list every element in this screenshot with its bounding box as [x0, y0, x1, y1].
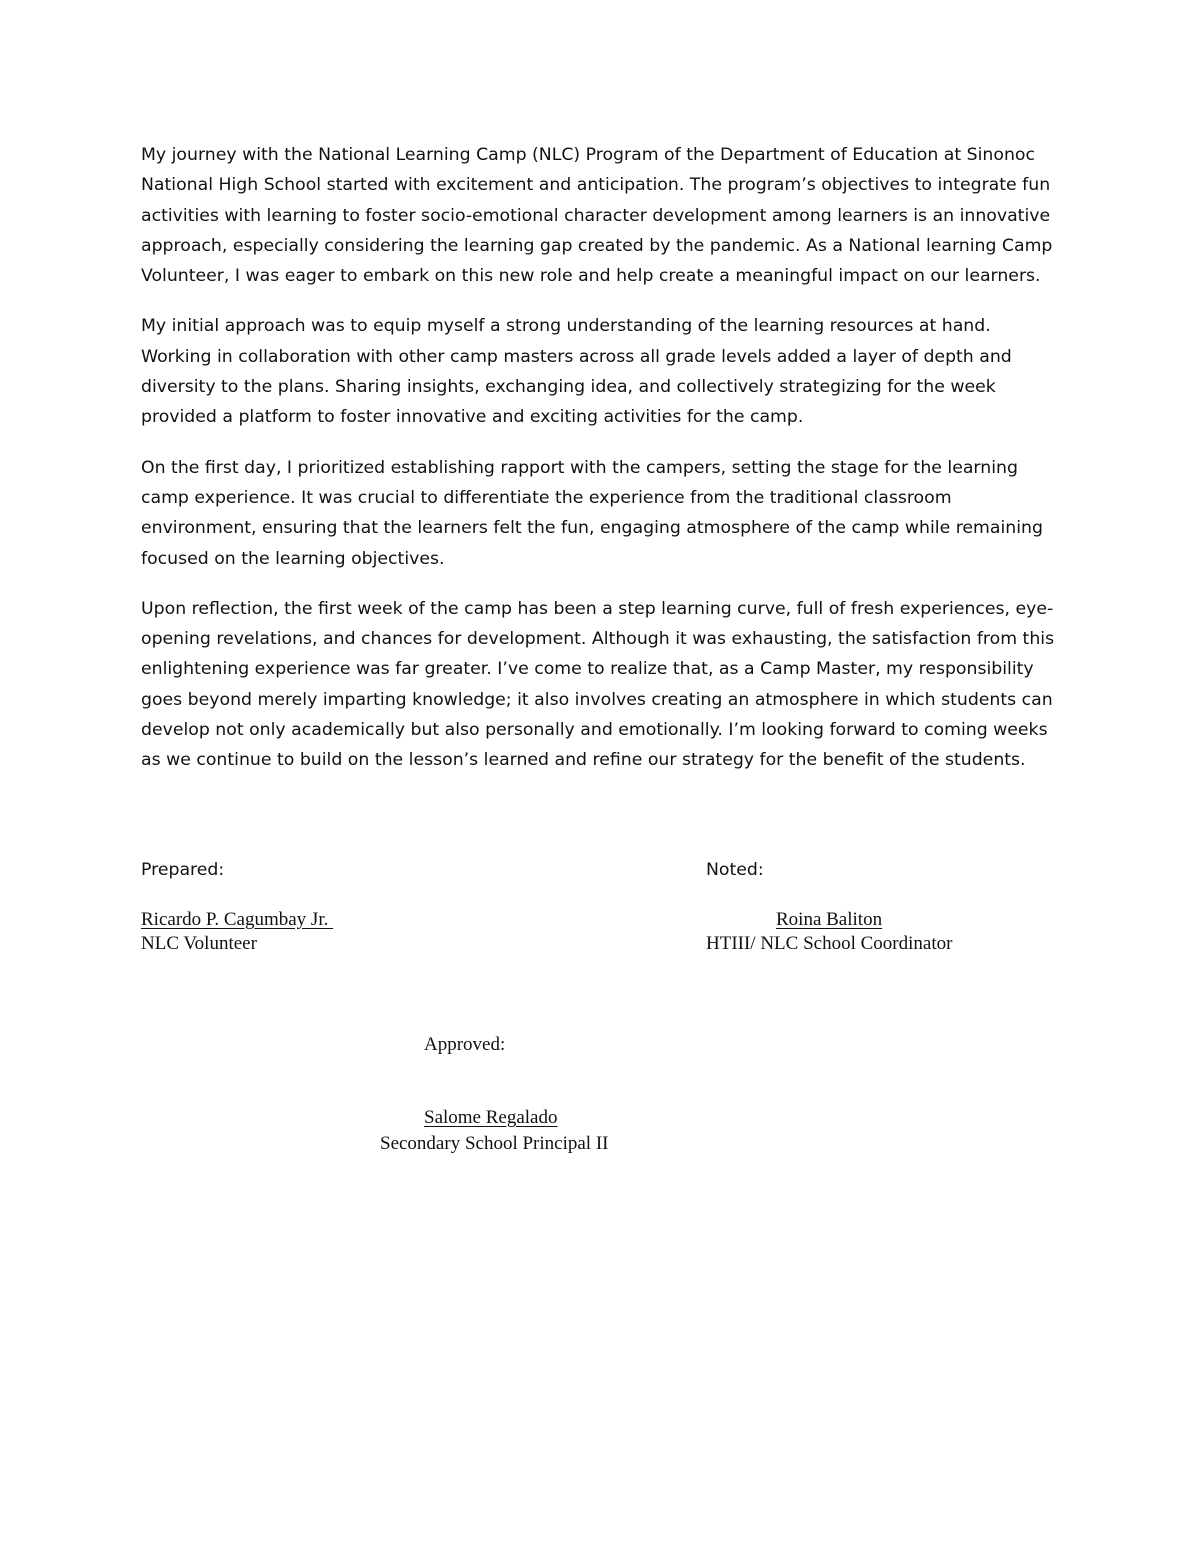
paragraph-1: My journey with the National Learning Camp (NLC) Program of the Department of Education at Sinonoc National High School started with excitement and anticipation. The program’s objectives to integrate fun activities with learning to foster socio-emotional character development among learners is an innovative approach, especially considering the learning gap created by the pandemic. As a National learning Camp Volunteer, I was eager to embark on this new role and help create a meaningful impact on our learners.: [141, 145, 1053, 287]
paragraph-3: On the first day, I prioritized establishing rapport with the campers, setting the stage for the learning camp experience. It was crucial to differentiate the experience from the traditional classroom environment, ensuring that the learners felt the fun, engaging atmosphere of the camp while remaining focused on the learning objectives.: [141, 457, 1043, 569]
noted-title: HTIII/ NLC School Coordinator: [706, 933, 953, 954]
paragraph-2: My initial approach was to equip myself a strong understanding of the learning resources at hand. Working in collaboration with other camp masters across all grade levels added a layer of depth and diversity to the plans. Sharing insights, exchanging idea, and collectively strategizing for the week provided a platform to foster innovative and exciting activities for the camp.: [141, 316, 1012, 428]
letter-body: [141, 140, 1066, 796]
approved-label: Approved:: [424, 1034, 506, 1055]
approved-title: Secondary School Principal II: [380, 1133, 609, 1154]
noted-name: Roina Baliton: [776, 909, 883, 930]
noted-label: Noted:: [706, 860, 764, 880]
paragraph-4: Upon reflection, the first week of the camp has been a step learning curve, full of fresh experiences, eye-opening revelations, and chances for development. Although it was exhausting, the satisfaction from this enlightening experience was far greater. I’ve come to realize that, as a Camp Master, my responsibility goes beyond merely imparting knowledge; it also involves creating an atmosphere in which students can develop not only academically but also personally and emotionally. I’m looking forward to coming weeks as we continue to build on the lesson’s learned and refine our strategy for the benefit of the students.: [141, 598, 1055, 771]
prepared-label: Prepared:: [141, 860, 225, 880]
prepared-title: NLC Volunteer: [141, 933, 257, 954]
approved-name: Salome Regalado: [424, 1107, 558, 1128]
prepared-name: Ricardo P. Cagumbay Jr.: [141, 909, 334, 930]
